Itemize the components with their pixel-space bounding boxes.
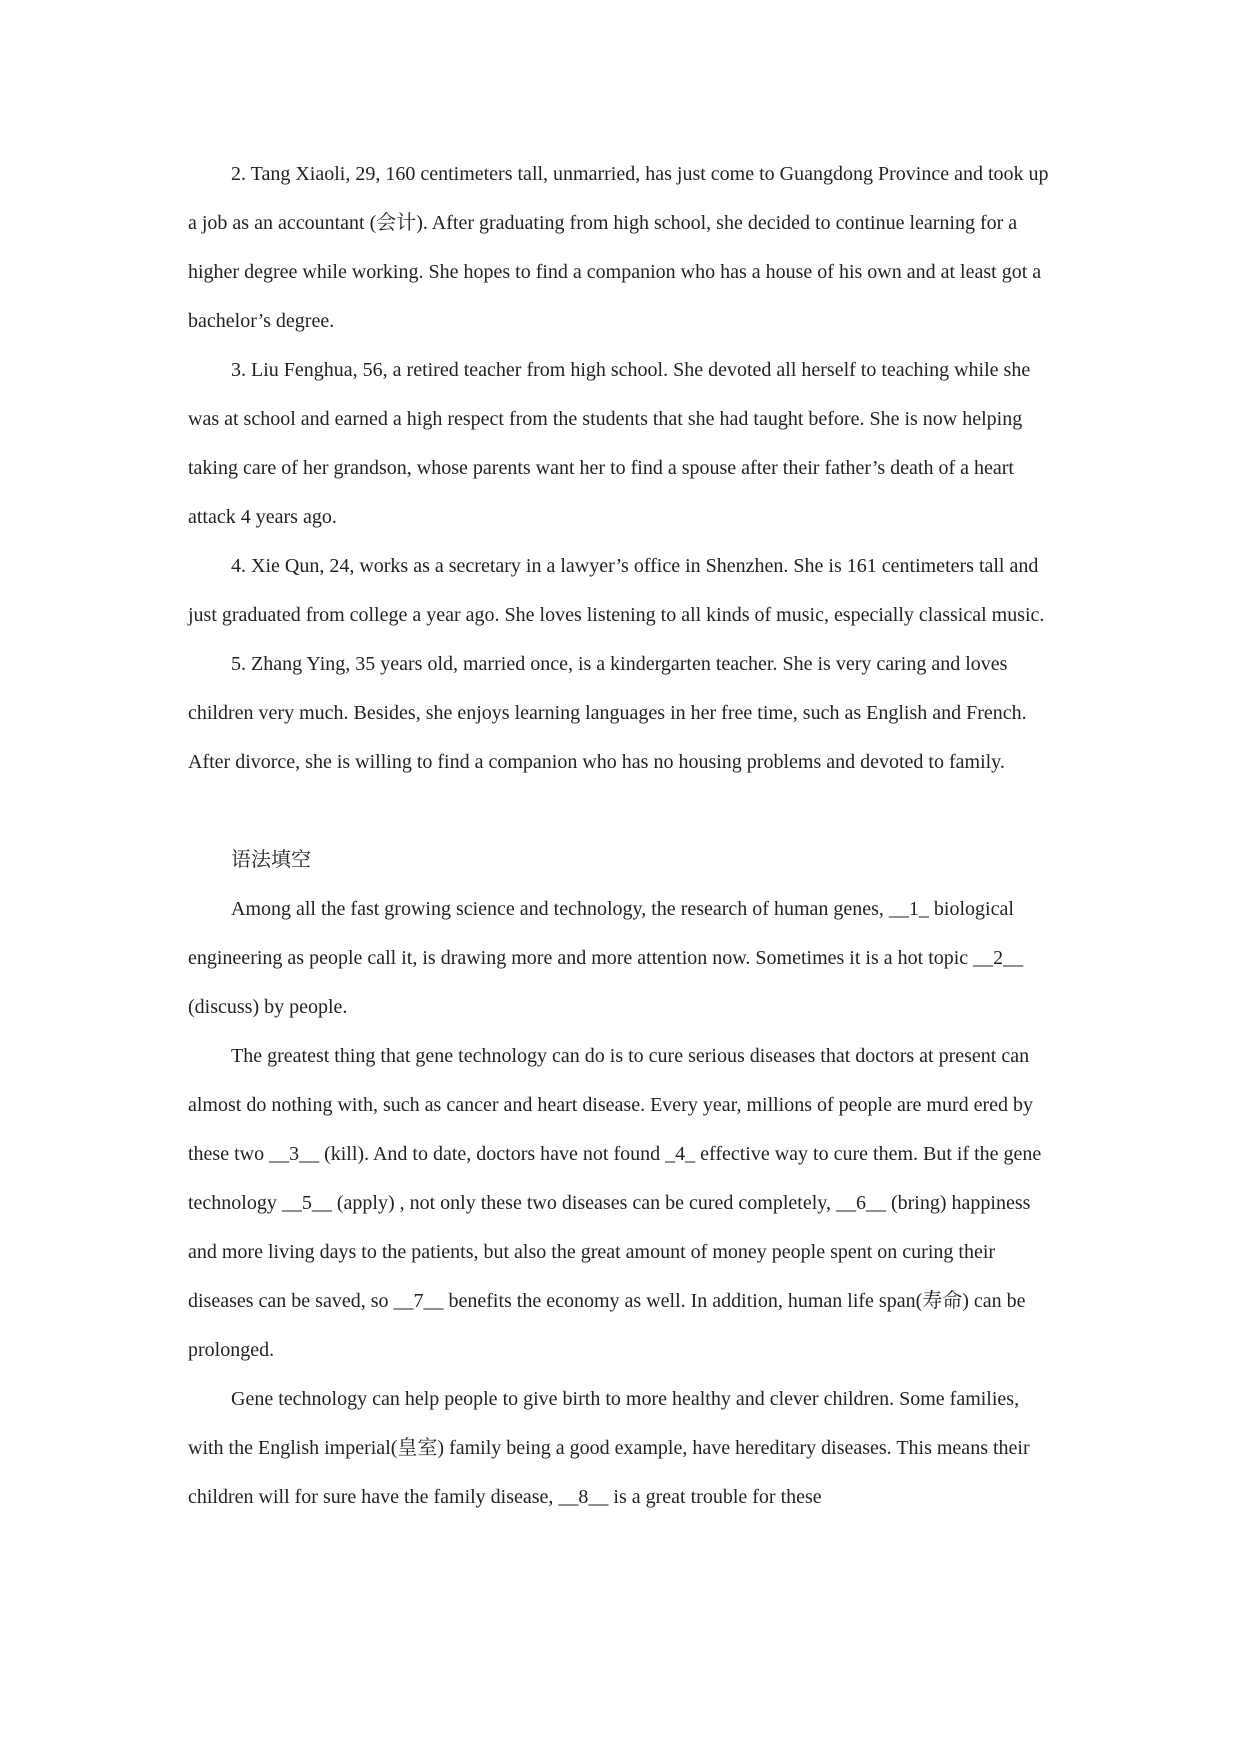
grammar-paragraph-1: Among all the fast growing science and technology, the research of human genes, __1_ biological engineering as people call it, is drawing more and more attention now. Sometimes it is a hot topic __2__ (discuss) by people. <box>188 898 1024 1018</box>
grammar-paragraph-2: The greatest thing that gene technology can do is to cure serious diseases that doctors at present can almost do nothing with, such as cancer and heart disease. Every year, millions of people are murd ered by these two __3__ (kill). And to date, doctors have not found _4_ effective way to cure them. But if the gene technology __5__ (apply) , not only these two diseases can be cured completely, __6__ (bring) happiness and more living days to the patients, but also the great amount of money people spent on curing their diseases can be saved, so __7__ benefits the economy as well. In addition, human life span(寿命) can be prolonged. <box>188 1045 1042 1361</box>
profile-paragraph-5: 5. Zhang Ying, 35 years old, married once, is a kindergarten teacher. She is very caring and loves children very much. Besides, she enjoys learning languages in her free time, such as English and French. After divorce, she is willing to find a companion who has no housing problems and devoted to family. <box>188 653 1027 773</box>
document-page <box>188 150 1058 1522</box>
section-heading: 语法填空 <box>231 849 311 871</box>
profile-paragraph-3: 3. Liu Fenghua, 56, a retired teacher from high school. She devoted all herself to teaching while she was at school and earned a high respect from the students that she had taught before. She is now helping taking care of her grandson, whose parents want her to find a spouse after their father’s death of a heart attack 4 years ago. <box>188 359 1031 528</box>
grammar-paragraph-3: Gene technology can help people to give birth to more healthy and clever children. Some families, with the English imperial(皇室) family being a good example, have hereditary diseases. This means their children will for sure have the family disease, __8__ is a great trouble for these <box>188 1388 1030 1508</box>
profile-paragraph-2: 2. Tang Xiaoli, 29, 160 centimeters tall, unmarried, has just come to Guangdong Province and took up a job as an accountant (会计). After graduating from high school, she decided to continue learning for a higher degree while working. She hopes to find a companion who has a house of his own and at least got a bachelor’s degree. <box>188 163 1049 332</box>
profile-paragraph-4: 4. Xie Qun, 24, works as a secretary in a lawyer’s office in Shenzhen. She is 161 centimeters tall and just graduated from college a year ago. She loves listening to all kinds of music, especially classical music. <box>188 555 1045 626</box>
